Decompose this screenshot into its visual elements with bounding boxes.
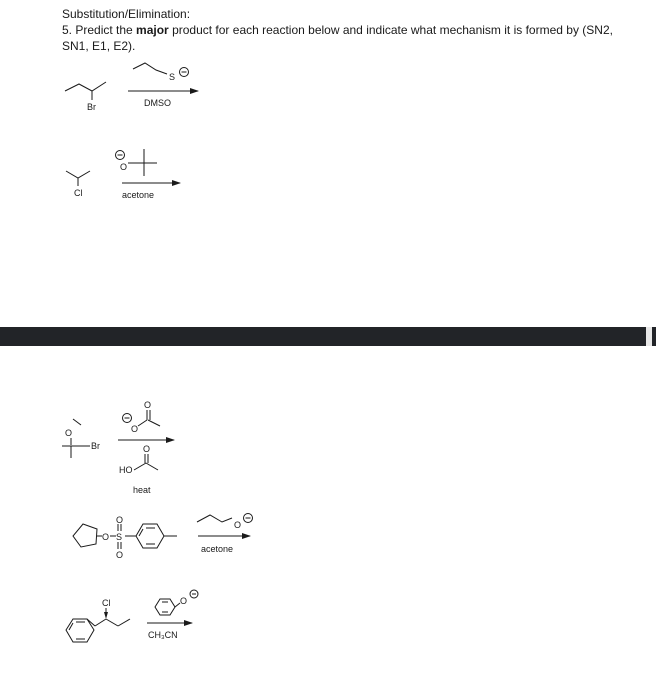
condition-label: heat (133, 485, 151, 495)
section-title: Substitution/Elimination: (62, 7, 191, 21)
reagent-propanethiolate (133, 63, 189, 82)
condition-label: acetone (122, 190, 155, 200)
substrate-methoxy-bromide (62, 419, 100, 458)
label-o: O (234, 520, 242, 530)
reagent-acetate (123, 400, 161, 434)
label-o: O (102, 532, 110, 542)
reaction-1 (65, 63, 198, 112)
label-o-carbonyl: O (144, 400, 152, 410)
reaction-3 (62, 400, 174, 495)
label-o: O (120, 162, 128, 172)
label-o-sulfonyl-top: O (116, 515, 124, 525)
cyclopentane-ring (73, 524, 97, 547)
benzene-ring (155, 599, 175, 615)
condition-label: DMSO (144, 98, 171, 108)
label-s: S (116, 532, 123, 542)
substrate-2-chloro-1-phenylbutane (66, 598, 130, 642)
condition-label: acetone (201, 544, 234, 554)
substrate-cyclopentyl-tosylate (73, 515, 177, 560)
label-cl: Cl (74, 188, 83, 198)
reaction-4 (73, 514, 253, 561)
reagent-tert-butoxide (116, 149, 158, 176)
substrate-2-chloropropane (66, 171, 90, 198)
reaction-5 (66, 590, 198, 642)
label-o-carbonyl: O (143, 444, 151, 454)
reagent-propoxide (197, 514, 253, 531)
label-cl: Cl (102, 598, 111, 608)
label-s: S (169, 72, 176, 82)
label-br: Br (91, 441, 100, 451)
label-ho: HO (119, 465, 133, 475)
question-text: 5. Predict the major product for each reaction below and indicate what mechanism it is formed by (SN2, SN1, E1, E2). (62, 23, 613, 53)
reaction-2 (66, 149, 180, 200)
condition-label: CH₃CN (148, 630, 178, 640)
label-o-sulfonyl-bottom: O (116, 550, 124, 560)
solvent-acetic-acid (119, 444, 158, 475)
label-o-anion: O (131, 424, 139, 434)
substrate-2-bromobutane (65, 82, 106, 112)
label-o: O (180, 596, 188, 606)
label-o: O (65, 428, 73, 438)
reagent-phenoxide (155, 590, 198, 615)
label-br: Br (87, 102, 96, 112)
emphasis-major: major (136, 23, 169, 37)
